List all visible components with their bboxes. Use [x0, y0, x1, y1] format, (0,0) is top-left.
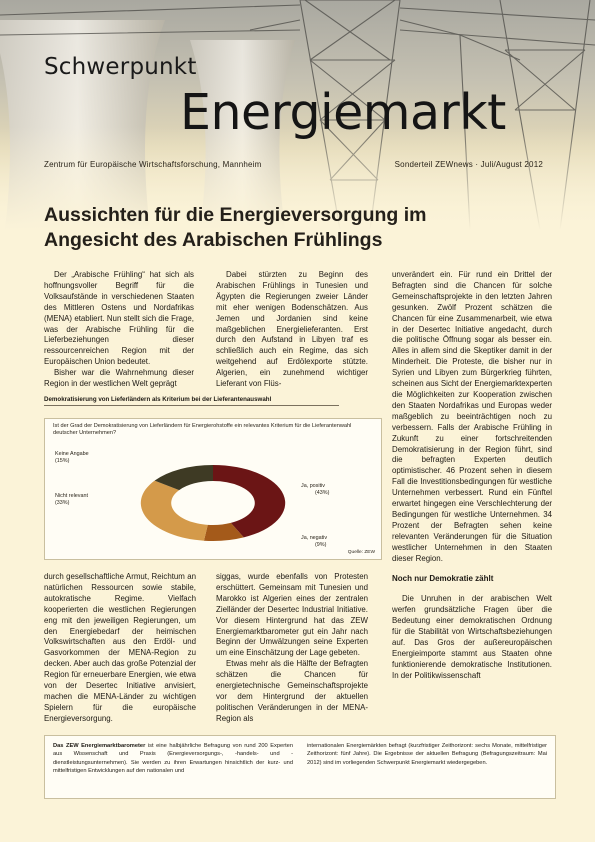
- headline-line-1: Aussichten für die Energieversorgung im: [44, 204, 427, 226]
- paragraph: Die Unruhen in der arabischen Welt werfen grundsätzliche Fragen über die Bedeutung einer demokratischen Ordnung für die Stabilität von Wirtschaftsbeziehungen auf. Das Gros der außereuropäischen Energieimporte stammt aus Staaten ohne funktionierende demokratische Institutionen. In der Politikwissenschaft: [392, 594, 552, 680]
- figure-title: Demokratisierung von Lieferländern als Kriterium bei der Lieferantenauswahl: [44, 396, 339, 406]
- column-1-top: [44, 270, 194, 390]
- info-box-left: [53, 742, 293, 775]
- chart-source: Quelle: ZEW: [347, 550, 375, 555]
- chart-container: [44, 418, 382, 560]
- label-ja-negativ: [301, 535, 327, 549]
- column-1-bottom: [44, 572, 196, 725]
- info-box-bold: Das ZEW Energiemarktbarometer: [53, 743, 146, 749]
- headline-line-2: Angesicht des Arabischen Frühlings: [44, 229, 383, 251]
- label-value: (15%): [55, 458, 70, 464]
- paragraph: Bisher war die Wahrnehmung dieser Region in der westlichen Welt geprägt: [44, 368, 194, 389]
- page-title: Energiemarkt: [180, 84, 506, 141]
- column-2-bottom: [216, 572, 368, 725]
- section-kicker: Schwerpunkt: [44, 54, 197, 80]
- chart-question: Ist der Grad der Demokratisierung von Lieferländern für Energierohstoffe ein relevantes Kriterium für die Lieferantenwahl deutscher Unternehmen?: [53, 423, 352, 436]
- paragraph: unverändert ein. Für rund ein Drittel der Befragten sind die Chancen für solche Gemeinschaftsprojekte in den letzten Jahren gesunken. Zwölf Prozent schätzen die Chancen für eine Zusammenarbeit, wie etwa in der Desertec Initiative angedacht, durch die politische Öffnung sogar als besser ein. Alles in allem sind die Skeptiker damit in der Minderheit. Die Proteste, die bisher nur in Syrien und Libyen zum Bürgerkrieg führten, scheinen aus Sicht der Energiemarktexperten die Möglichkeiten zur Kooperation zwischen den Staaten Nordafrikas und Europas weder maßgeblich zu beeinträchtigen noch zu verbessern. Falls der Arabische Frühling in Zukunft zu einer fortschreitenden Demokratisierung in der Region führt, sind die befragten Experten deutlich optimistischer. 46 Prozent sehen in diesem Fall die Investitionsbedingungen für westliche Unternehmen verbessert. Rund ein Fünftel erwartet hingegen eine Verschlechterung der Bedingungen für westliche Unternehmen. 34 Prozent der Befragten sehen keine relevanten Veränderungen für die Situation westlicher Unternehmen in den Staaten dieser Region.: [392, 270, 552, 563]
- organization-name: Zentrum für Europäische Wirtschaftsforschung, Mannheim: [44, 160, 262, 169]
- label-value: (33%): [55, 500, 70, 506]
- info-box-right: internationalen Energiemärkten befragt (kurzfristiger Zeithorizont: sechs Monate, mittelfristiger Zeithorizont: fünf Jahre). Die Ergebnisse der aktuellen Befragung (Befragungszeitraum: Mai 2012) sind im vorliegenden Schwerpunkt Energiemarkt wiedergegeben.: [307, 743, 547, 766]
- paragraph: siggas, wurde ebenfalls von Protesten erschüttert. Gemeinsam mit Tunesien und Marokko ist Algerien eines der zentralen Zielländer der Desertec Industrial Initiative. Vor diesem Hintergrund hat das ZEW Energiemarktbarometer gut ein Jahr nach Beginn der Umwälzungen seine Experten um eine Einschätzung der Lage gebeten.: [216, 572, 368, 658]
- label-text: Nicht relevant: [55, 493, 88, 499]
- info-box-text: ist eine halbjährliche Befragung von rund 200 Experten aus Wissenschaft und Praxis (Energieversorgungs-, -handels- und -dienstleistungsunternehmen). Sie werden zu ihren Erwartungen hinsichtlich der kurz- und mittelfristigen Entwicklungen auf den nationalen und: [53, 743, 293, 774]
- donut-chart: [45, 419, 381, 559]
- label-ja-positiv: [301, 483, 329, 497]
- label-keine-angabe: [55, 451, 89, 465]
- label-value: (43%): [315, 490, 330, 496]
- label-text: Keine Angabe: [55, 451, 89, 457]
- paragraph: Dabei stürzten zu Beginn des Arabischen Frühlings in Tunesien und Ägypten die Regierungen zweier Länder mit eher wenigen Bodenschätzen. Aus Jemen und Jordanien sind keine maßgeblichen Energielieferanten. Erst durch den Aufstand in Libyen traf es schließlich auch ein Regime, das sich weitgehend auf Erdölexporte stützte. Algerien, ein zunehmend wichtiger Lieferant von Flüs-: [216, 270, 368, 389]
- label-text: Ja, negativ: [301, 535, 328, 541]
- paragraph: durch gesellschaftliche Armut, Reichtum an natürlichen Ressourcen sowie stabile, autokratische Regime. Vielfach kooperierten die westlichen Regierungen eng mit den jeweiligen Regierungen, um den Energiebedarf der heimischen Volkswirtschaften aus den Erdöl- und Gasvorkommen der MENA-Region zu decken. Aber auch das große Potenzial der Region für erneuerbare Energien, wie etwa von der Desertec Initiative anvisiert, machen die MENA-Länder zu wichtigen Spielern für die europäische Energieversorgung.: [44, 572, 196, 723]
- pie-slice-nicht-relevant: [141, 481, 208, 541]
- paragraph: Der „Arabische Frühling“ hat sich als hoffnungsvoller Begriff für die Volksaufstände in verschiedenen Staaten des Mittleren Ostens und Nordafrikas (MENA) etabliert. Nun stellt sich die Frage, was der Arabische Frühling für die Lieferbeziehungen dieser ressourcenreichen Region mit der Europäischen Union bedeutet.: [44, 270, 194, 367]
- column-2-top: [216, 270, 368, 390]
- label-text: Ja, positiv: [301, 483, 325, 489]
- article-headline: [44, 203, 544, 253]
- paragraph: Etwas mehr als die Hälfte der Befragten schätzen die Chancen für energietechnische Gemeinschaftsprojekte vor dem Hintergrund der aktuellen politischen Veränderungen in der MENA-Region als: [216, 659, 368, 723]
- label-nicht-relevant: [55, 493, 88, 507]
- subheading: Noch nur Demokratie zählt: [392, 574, 494, 584]
- issue-label: Sonderteil ZEWnews · Juli/August 2012: [394, 160, 543, 169]
- label-value: (9%): [315, 542, 327, 548]
- column-3: [392, 270, 552, 682]
- info-box: [44, 735, 556, 799]
